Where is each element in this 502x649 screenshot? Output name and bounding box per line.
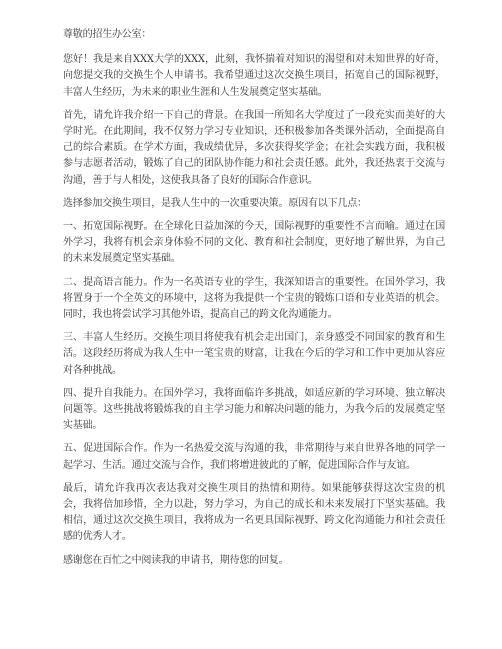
paragraph-reason-3: 三、丰富人生经历。交换生项目将使我有机会走出国门，亲身感受不同国家的教育和生活。这段经历将成为我人生中一笔宝贵的财富，让我在今后的学习和工作中更加从容应对各种挑战。	[63, 332, 445, 376]
paragraph-reason-1: 一、拓宽国际视野。在全球化日益加深的今天，国际视野的重要性不言而喻。通过在国外学习，我将有机会亲身体验不同的文化、教育和社会制度，更好地了解世界，为自己的未来发展奠定坚实基础。	[63, 221, 445, 265]
paragraph-reason-5: 五、促进国际合作。作为一名热爱交流与沟通的我，非常期待与来自世界各地的同学一起学习、生活。通过交流与合作，我们将增进彼此的了解，促进国际合作与友谊。	[63, 443, 445, 471]
paragraph-background: 首先，请允许我介绍一下自己的背景。在我国一所知名大学度过了一段充实而美好的大学时光。在此期间，我不仅努力学习专业知识，还积极参加各类课外活动，全面提高自己的综合素质。在学术方面，我成绩优异，多次获得奖学金；在社会实践方面，我积极参与志愿者活动，锻炼了自己的团队协作能力和社会责任感。此外，我还热衷于交流与沟通，善于与人相处，这使我具备了良好的国际合作意识。	[63, 109, 445, 186]
paragraph-intro: 您好！我是来自XXX大学的XXX，此刻，我怀揣着对知识的渴望和对未知世界的好奇，向您提交我的交换生个人申请书。我希望通过这次交换生项目，拓宽自己的国际视野，丰富人生经历，为未来的职业生涯和人生发展奠定坚实基础。	[63, 54, 445, 98]
paragraph-conclusion: 最后，请允许我再次表达我对交换生项目的热情和期待。如果能够获得这次宝贵的机会，我将倍加珍惜，全力以赴，努力学习，为自己的成长和未来发展打下坚实基础。我相信，通过这次交换生项目，我将成为一名更具国际视野、跨文化沟通能力和社会责任感的优秀人才。	[63, 482, 445, 543]
paragraph-reasons-intro: 选择参加交换生项目，是我人生中的一次重要决策。原因有以下几点：	[63, 197, 367, 209]
paragraph-reason-2: 二、提高语言能力。作为一名英语专业的学生，我深知语言的重要性。在国外学习，我将置身于一个全英文的环境中，这将为我提供一个宝贵的锻炼口语和专业英语的机会。同时，我也将尝试学习其他外语，提高自己的跨文化沟通能力。	[63, 276, 445, 321]
paragraph-closing: 感谢您在百忙之中阅读我的申请书，期待您的回复。	[63, 554, 289, 566]
letter-greeting: 尊敬的招生办公室：	[63, 29, 152, 40]
paragraph-reason-4: 四、提升自我能力。在国外学习，我将面临许多挑战，如适应新的学习环境、独立解决问题等。这些挑战将锻炼我的自主学习能力和解决问题的能力，为我今后的发展奠定坚实基础。	[63, 387, 445, 432]
letter-body	[63, 27, 445, 576]
